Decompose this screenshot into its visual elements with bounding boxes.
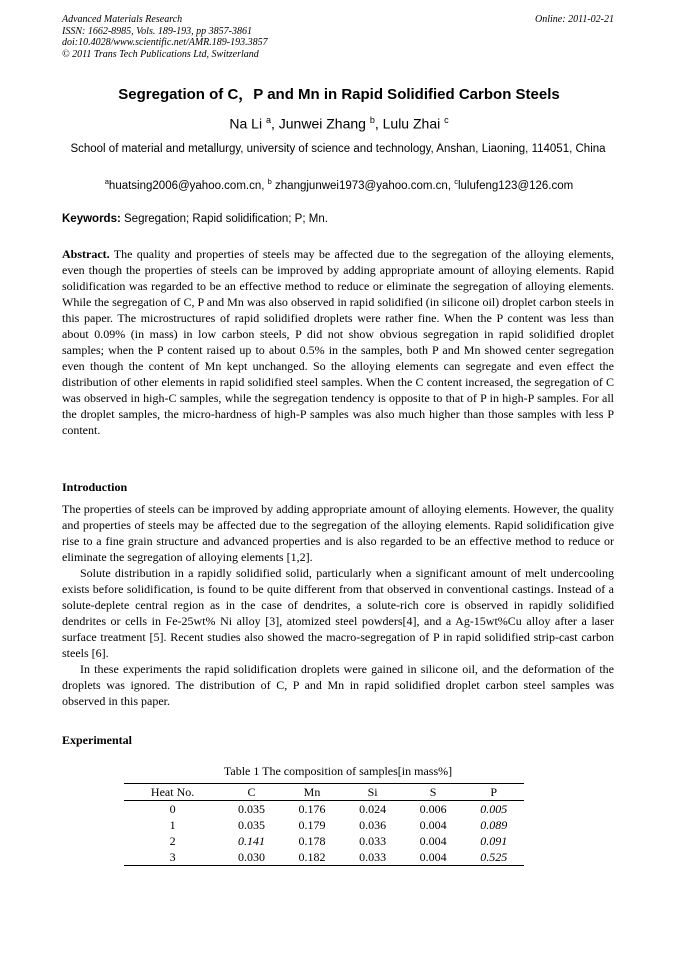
table-row <box>124 817 524 833</box>
table-cell: 0.525 <box>463 849 524 866</box>
table-cell: 0.033 <box>359 833 387 848</box>
abstract <box>62 246 614 438</box>
abstract-text: The quality and properties of steels may be affected due to the segregation of the alloying elements, even though the properties of steels can be improved by adding appropriate amount of alloying elements. Rapid solidification was regarded to be an effective method to reduce or eliminate the segregation of alloying elements. While the segregation of C, P and Mn was also observed in rapid solidified (in silicone oil) droplet carbon steels in this paper. The microstructures of rapid solidified droplets were rather fine. When the P content was less than about 0.09% (in mass) in low carbon steels, P did not show obvious segregation in rapid solidified droplet samples; when the P content raised up to about 0.5% in the samples, both P and Mn showed center segregation even though the content of Mn kept unchanged. So the alloying elements can segregate and even effect the distribution of other elements in rapid solidified steel samples. When the C content increased, the segregation of C was observed in high-C samples, while the segregation tendency is opposite to that of P in high-P samples. For all the droplet samples, the micro-hardness of high-P samples was also much higher than those samples with less P content. <box>62 247 614 437</box>
paragraph: Solute distribution in a rapidly solidified solid, particularly when a significant amount of melt undercooling exists before solidification, is found to be quite different from that observed in conventional castings. Instead of a solute-deplete central region as in the case of dendrites, a solute-rich core is observed in rapidly solidified dendrites or cells in Fe-25wt% Ni alloy [3], atomized steel powders[4], and a Ag-15wt%Cu alloy after a laser surface treatment [5]. Recent studies also showed the macro-segregation of P in rapid solidified strip-cast carbon steels [6]. <box>62 566 614 660</box>
table-cell: 0.089 <box>480 817 508 832</box>
table-cell: 2 <box>169 833 176 848</box>
table-cell: 0.005 <box>480 801 508 816</box>
table-cell: 0 <box>169 801 176 816</box>
affiliation: School of material and metallurgy, university of science and technology, Anshan, Liaoning, 114051, China <box>70 143 606 155</box>
table-row <box>124 801 524 818</box>
table-cell: 0.141 <box>237 833 265 848</box>
email-mark: c <box>454 177 458 186</box>
table-cell: 0.033 <box>342 849 403 866</box>
author-name: Junwei Zhang <box>278 115 366 132</box>
table-cell: 0.176 <box>298 801 326 816</box>
email-mark: a <box>104 177 109 186</box>
table-cell: 1 <box>169 817 176 832</box>
table-row <box>124 833 524 849</box>
issn-line: ISSN: 1662-8985, Vols. 189-193, pp 3857-3861 <box>62 25 252 37</box>
paragraph: In these experiments the rapid solidification droplets were gained in silicone oil, and the deformation of the droplets was ignored. The distribution of C, P and Mn in rapid solidified droplet carbon steel samples was observed in this paper. <box>62 662 614 708</box>
column-header: Si <box>342 784 403 801</box>
keywords <box>62 213 614 225</box>
introduction-body <box>62 501 614 709</box>
email-address[interactable]: huatsing2006@yahoo.com.cn <box>108 179 262 192</box>
paper-title: Segregation of C，P and Mn in Rapid Solidified Carbon Steels <box>118 86 560 103</box>
paragraph: The properties of steels can be improved by adding appropriate amount of alloying elements. However, the quality and properties of steels may be affected due to the segregation of the alloying elements. Rapid solidification give rise to a fine grain structure and advanced properties and is also regarded to be an effective method to reduce or eliminate the segregation of alloying elements [1,2]. <box>62 502 614 564</box>
table-cell: 0.004 <box>419 817 447 832</box>
email-address[interactable]: zhangjunwei1973@yahoo.com.cn <box>275 179 448 192</box>
table-cell: 0.024 <box>359 801 387 816</box>
author-mark: b <box>369 115 375 125</box>
table-header-row <box>124 784 524 801</box>
table-caption: Table 1 The composition of samples[in mass%] <box>223 764 453 778</box>
table-cell: 0.030 <box>221 849 282 866</box>
online-date: Online: 2011-02-21 <box>535 14 614 25</box>
table-row <box>124 849 524 866</box>
doi-line: doi:10.4028/www.scientific.net/AMR.189-193.3857 <box>62 37 268 48</box>
keywords-label: Keywords: <box>62 213 121 225</box>
column-header: Heat No. <box>124 784 221 801</box>
author-list: Na Li $^a$, Junwei Zhang $^b$, Lulu Zhai $^c$ <box>229 115 449 132</box>
table-cell: 0.091 <box>480 833 508 848</box>
table-cell: 0.004 <box>419 833 447 848</box>
table-cell: 0.179 <box>298 817 326 832</box>
keywords-text: Segregation; Rapid solidification; P; Mn. <box>124 213 328 225</box>
email-list: $^a$huatsing2006@yahoo.com.cn, $^b$ zhangjunwei1973@yahoo.com.cn, $^c$lulufeng123@126.com <box>104 177 574 192</box>
abstract-label: Abstract. <box>62 247 110 261</box>
email-address[interactable]: lulufeng123@126.com <box>457 179 574 192</box>
journal-name: Advanced Materials Research <box>62 14 183 25</box>
author-mark: c <box>444 115 449 125</box>
author-name: Na Li <box>229 115 263 132</box>
composition-table <box>124 783 524 866</box>
table-cell: 0.035 <box>237 801 265 816</box>
column-header: C <box>221 784 282 801</box>
table-cell: 0.035 <box>237 817 265 832</box>
author-name: Lulu Zhai <box>382 115 441 132</box>
column-header: P <box>463 784 524 801</box>
table-cell: 3 <box>124 849 221 866</box>
email-mark: b <box>267 177 272 186</box>
table-cell: 0.178 <box>298 833 326 848</box>
table-cell: 0.004 <box>403 849 464 866</box>
column-header: S <box>403 784 464 801</box>
copyright-line: © 2011 Trans Tech Publications Ltd, Switzerland <box>62 48 259 60</box>
table-cell: 0.036 <box>359 817 387 832</box>
table-cell: 0.006 <box>419 801 447 816</box>
experimental-heading: Experimental <box>62 733 132 747</box>
journal-header <box>62 14 614 60</box>
introduction-heading: Introduction <box>62 480 128 494</box>
author-mark: a <box>265 115 271 125</box>
column-header: Mn <box>282 784 343 801</box>
table-cell: 0.182 <box>282 849 343 866</box>
